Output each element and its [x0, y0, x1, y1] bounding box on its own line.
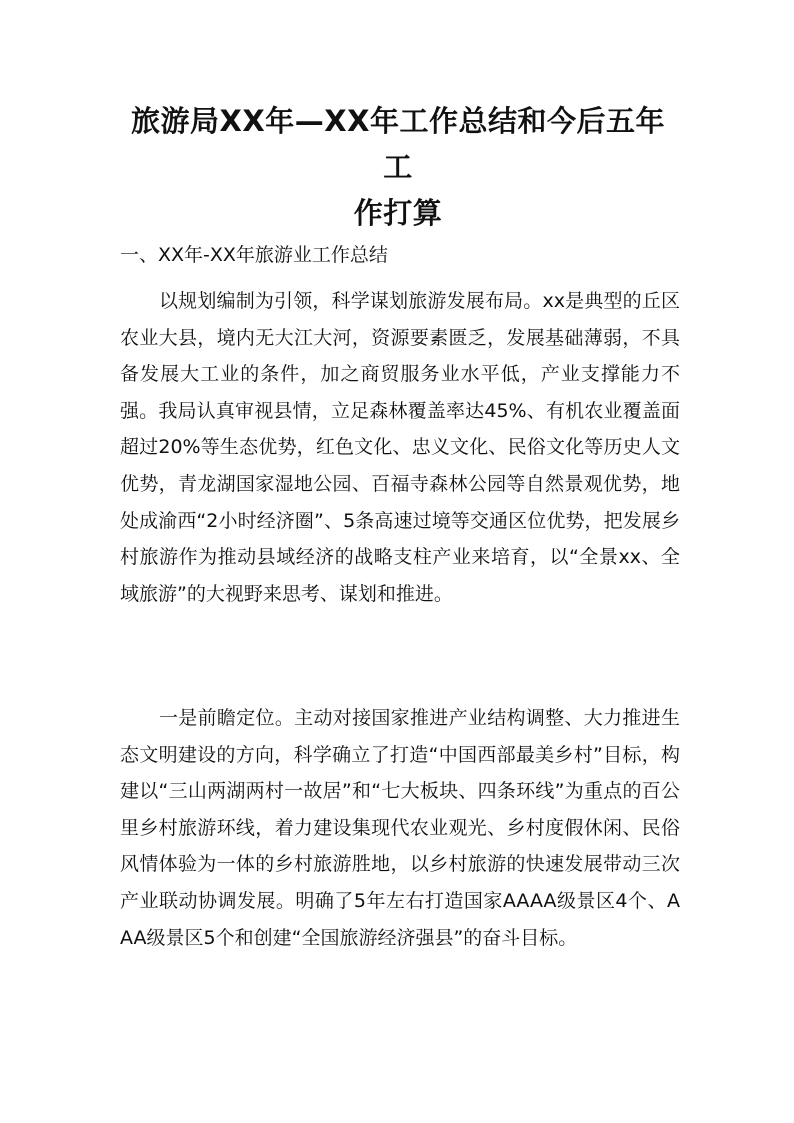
paragraph-positioning: 一是前瞻定位。主动对接国家推进产业结构调整、大力推进生态文明建设的方向，科学确立了打造“中国西部最美乡村”目标，构建以“三山两湖两村一故居”和“七大板块、四条环线”为重点的百公里乡村旅游环线，着力建设集现代农业观光、乡村度假休闲、民俗风情体验为一体的乡村旅游胜地，以乡村旅游的快速发展带动三次产业联动协调发展。明确了5年左右打造国家AAAA级景区4个、AAA级景区5个和创建“全国旅游经济强县”的奋斗目标。 [120, 707, 680, 949]
section-heading: 一、XX年-XX年旅游业工作总结 [120, 244, 388, 266]
paragraph-planning: 以规划编制为引领，科学谋划旅游发展布局。xx是典型的丘区农业大县，境内无大江大河，资源要素匮乏，发展基础薄弱，不具备发展大工业的条件，加之商贸服务业水平低，产业支撑能力不强。我局认真审视县情，立足森林覆盖率达45%、有机农业覆盖面超过20%等生态优势，红色文化、忠义文化、民俗文化等历史人文优势，青龙湖国家湿地公园、百福寺森林公园等自然景观优势，地处成渝西“2小时经济圈”、5条高速过境等交通区位优势，把发展乡村旅游作为推动县域经济的战略支柱产业来培育，以“全景xx、全域旅游”的大视野来思考、谋划和推进。 [120, 290, 680, 605]
title-line-1: 旅游局XX年—XX年工作总结和今后五年工 [131, 104, 665, 184]
title-line-2: 作打算 [353, 196, 443, 230]
document-title [118, 98, 678, 236]
